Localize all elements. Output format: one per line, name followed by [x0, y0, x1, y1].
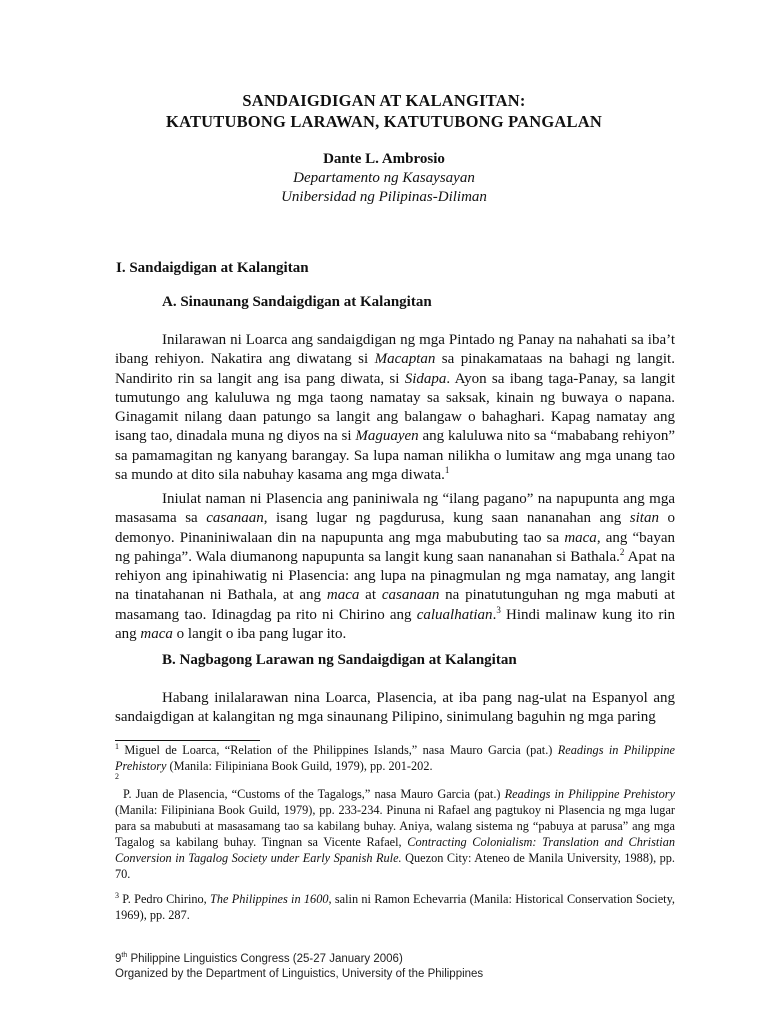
footnote-2: P. Juan de Plasencia, “Customs of the Tagalogs,” nasa Mauro Garcia (pat.) Readings in Philippine Prehistory (Manila: Filipiniana Book Guild, 1979), pp. 233-234. Pinuna ni Rafael ang pagtukoy ni Plasencia ng mga lugar para sa mabubuti at masasamang tao sa kabilang buhay. Aniya, walang sistema ng “pabuya at parusa” ang mga Tagalog sa kabilang buhay. Tingnan sa Vicente Rafael, Contracting Colonialism: Translation and Christian Conversion in Tagalog Society under Early Spanish Rule. Quezon City: Ateneo de Manila University, 1988), pp. 70. — [115, 787, 676, 882]
section-heading-1: I. Sandaigdigan at Kalangitan — [116, 260, 309, 276]
paragraph-3: Habang inilalarawan nina Loarca, Plasencia, at iba pang nag-ulat na Espanyol ang sandaigdigan at kalangitan ng mga sinaunang Pilipino, sinimulang baguhin ng mga paring — [115, 690, 675, 726]
footer-organizer: Organized by the Department of Linguistics, University of the Philippines — [115, 968, 484, 980]
paragraph-2: Iniulat naman ni Plasencia ang paniniwala ng “ilang pagano” na napupunta ang mga masasama sa casanaan, isang lugar ng pagdurusa, kung saan nananahan ang sitan o demonyo. Pinaniniwalaan din na napupunta ang mga mabubuting tao sa maca, ang “bayan ng pahinga”. Wala diumanong napupunta sa langit kung saan nananahan si Bathala.$^2$ Apat na rehiyon ang ipinahiwatig ni Plasencia: ang lupa na pinagmulan ng mga namatay, ang langit na tinatahanan ni Bathala, at ang maca at casanaan na pinatutunguhan ng mga mabuti at masamang tao. Idinagdag pa rito ni Chirino ang calualhatian.$^3$ Hindi malinaw kung ito rin ang maca o langit o iba pang lugar ito. — [115, 491, 676, 643]
footnote-1: $^1$ Miguel de Loarca, “Relation of the Philippines Islands,” nasa Mauro Garcia (pat.) Readings in Philippine Prehistory (Manila: Filipiniana Book Guild, 1979), pp. 201-202. — [115, 741, 675, 774]
footnote-ref-3: 3 — [496, 604, 501, 615]
subsection-heading-a: A. Sinaunang Sandaigdigan at Kalangitan — [162, 294, 432, 310]
title-line-2: KATUTUBONG LARAWAN, KATUTUBONG PANGALAN — [166, 112, 602, 131]
footer-congress: 9th Philippine Linguistics Congress (25-27 January 2006) — [115, 952, 403, 965]
title-line-1: SANDAIGDIGAN AT KALANGITAN: — [242, 91, 526, 110]
author-block — [0, 150, 768, 207]
author-department: Departamento ng Kasaysayan — [293, 170, 475, 186]
page-footer — [115, 952, 483, 982]
footnote-2-mark: 2 — [115, 771, 119, 781]
paper-title — [0, 90, 768, 132]
author-university: Unibersidad ng Pilipinas-Diliman — [281, 189, 487, 205]
paragraph-1: Inilarawan ni Loarca ang sandaigdigan ng mga Pintado ng Panay na nahahati sa iba’t ibang rehiyon. Nakatira ang diwatang si Macaptan sa pinakamataas na bahagi ng langit. Nandirito rin sa langit ang isa pang diwata, si Sidapa. Ayon sa ibang taga-Panay, sa langit tumutungo ang kaluluwa ng mga taong namatay sa saksak, kinain ng buwaya o napana. Ginagamit nilang daan patungo sa langit ang balangaw o bahaghari. Kapag namatay ang isang tao, dinadala muna ng diyos na si Maguayen ang kaluluwa nito sa “mababang rehiyon” sa pamamagitan ng kanyang barangay. Sa lupa naman nilikha o lumitaw ang mga unang tao sa mundo at dito sila nabuhay kasama ang mga diwata.$^1$ — [115, 332, 675, 484]
footnote-3: $^3$ P. Pedro Chirino, The Philippines in 1600, salin ni Ramon Echevarria (Manila: Historical Conservation Society, 1969), pp. 287. — [115, 890, 676, 923]
author-name: Dante L. Ambrosio — [323, 151, 445, 167]
footnote-ref-1: 1 — [444, 465, 450, 476]
footnote-ref-2: 2 — [619, 546, 625, 557]
footnote-divider — [115, 740, 260, 741]
subsection-heading-b: B. Nagbagong Larawan ng Sandaigdigan at Kalangitan — [162, 652, 517, 668]
